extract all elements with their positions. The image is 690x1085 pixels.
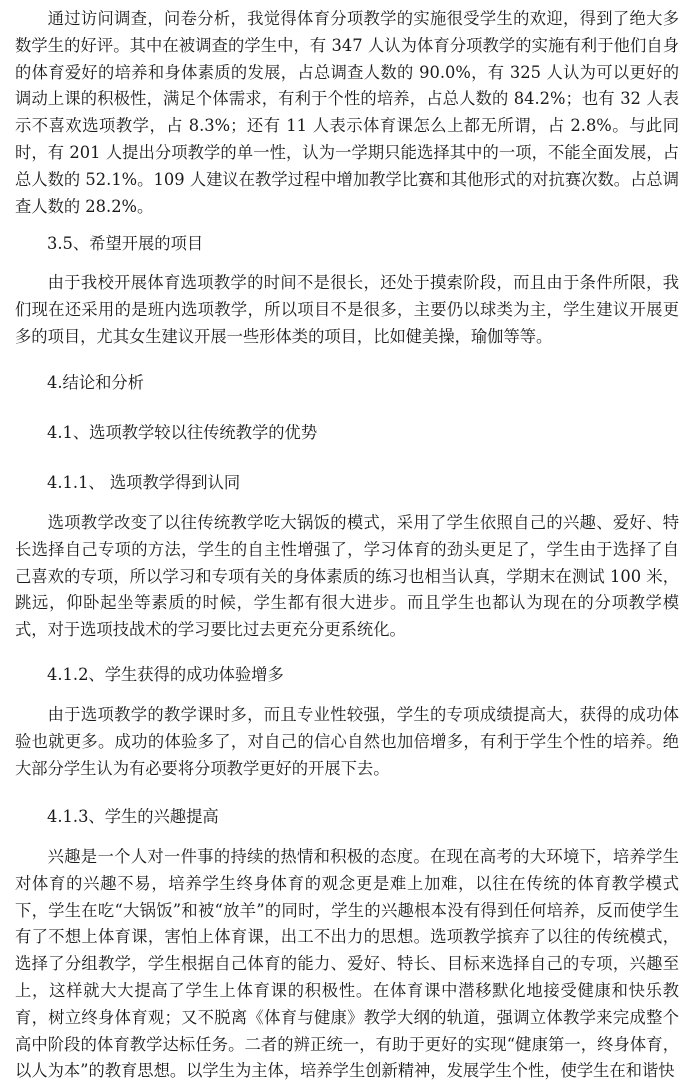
heading-4-1: 4.1、选项教学较以往传统教学的优势 [47, 423, 318, 442]
heading-3-5: 3.5、希望开展的项目 [47, 234, 204, 253]
paragraph-interest: 兴趣是一个人对一件事的持续的热情和积极的态度。在现在高考的大环境下，培养学生对体育的兴趣不易，培养学生终身体育的观念更是难上加难，以往在传统的体育教学模式下，学生在吃“大锅饭”和被“放羊”的同时，学生的兴趣根本没有得到任何培养，反而使学生有了不想上体育课，害怕上体育课，出工不出力的思想。选项教学摈弃了以往的传统模式，选择了分组教学，学生根据自己体育的能力、爱好、特长、目标来选择自己的专项，兴趣至上，这样就大大提高了学生上体育课的积极性。在体育课中潜移默化地接受健康和快乐教育，树立终身体育观；又不脱离《体育与健康》教学大纲的轨道，强调立体教学来完成整个高中阶段的体育教学达标任务。二者的辨正统一，有助于更好的实现“健康第一，终身体育，以人为本”的教育思想。以学生为主体，培养学生创新精神，发展学生个性，使学生在和谐快 [15, 847, 679, 1081]
paragraph-recognition: 选项教学改变了以往传统教学吃大锅饭的模式，采用了学生依照自己的兴趣、爱好、特长选择自己专项的方法，学生的自主性增强了，学习体育的劲头更足了，学生由于选择了自己喜欢的专项，所以学习和专项有关的身体素质的练习也相当认真，学期末在测试 100 米，跳远，仰卧起坐等素质的时候，学生都有很大进步。而且学生也都认为现在的分项教学模式，对于选项技战术的学习要比过去更充分更系统化。 [15, 513, 679, 640]
heading-4-1-2: 4.1.2、学生获得的成功体验增多 [47, 665, 284, 684]
paragraph-success-experience: 由于选项教学的教学课时多，而且专业性较强，学生的专项成绩提高大，获得的成功体验也就更多。成功的体验多了，对自己的信心自然也加倍增多，有利于学生个性的培养。绝大部分学生认为有必要将分项教学更好的开展下去。 [15, 705, 679, 778]
heading-4: 4.结论和分析 [47, 373, 144, 392]
heading-4-1-3: 4.1.3、学生的兴趣提高 [47, 807, 219, 826]
paragraph-survey-results: 通过访问调查，问卷分析，我觉得体育分项教学的实施很受学生的欢迎，得到了绝大多数学生的好评。其中在被调查的学生中，有 347 人认为体育分项教学的实施有利于他们自身的体育爱好的培养和身体素质的发展，占总调查人数的 90.0%，有 325 人认为可以更好的调动上课的积极性，满足个体需求，有利于个性的培养，占总人数的 84.2%；也有 32 人表示不喜欢选项教学，占 8.3%；还有 11 人表示体育课怎么上都无所谓，占 2.8%。与此同时，有 201 人提出分项教学的单一性，认为一学期只能选择其中的一项，不能全面发展，占总人数的 52.1%。109 人建议在教学过程中增加教学比赛和其他形式的对抗赛次数。占总调查人数的 28.2%。 [15, 9, 679, 216]
heading-4-1-1: 4.1.1、 选项教学得到认同 [47, 473, 241, 492]
paragraph-desired-programs: 由于我校开展体育选项教学的时间不是很长，还处于摸索阶段，而且由于条件所限，我们现在还采用的是班内选项教学，所以项目不是很多，主要仍以球类为主，学生建议开展更多的项目，尤其女生建议开展一些形体类的项目，比如健美操，瑜伽等等。 [15, 273, 679, 346]
